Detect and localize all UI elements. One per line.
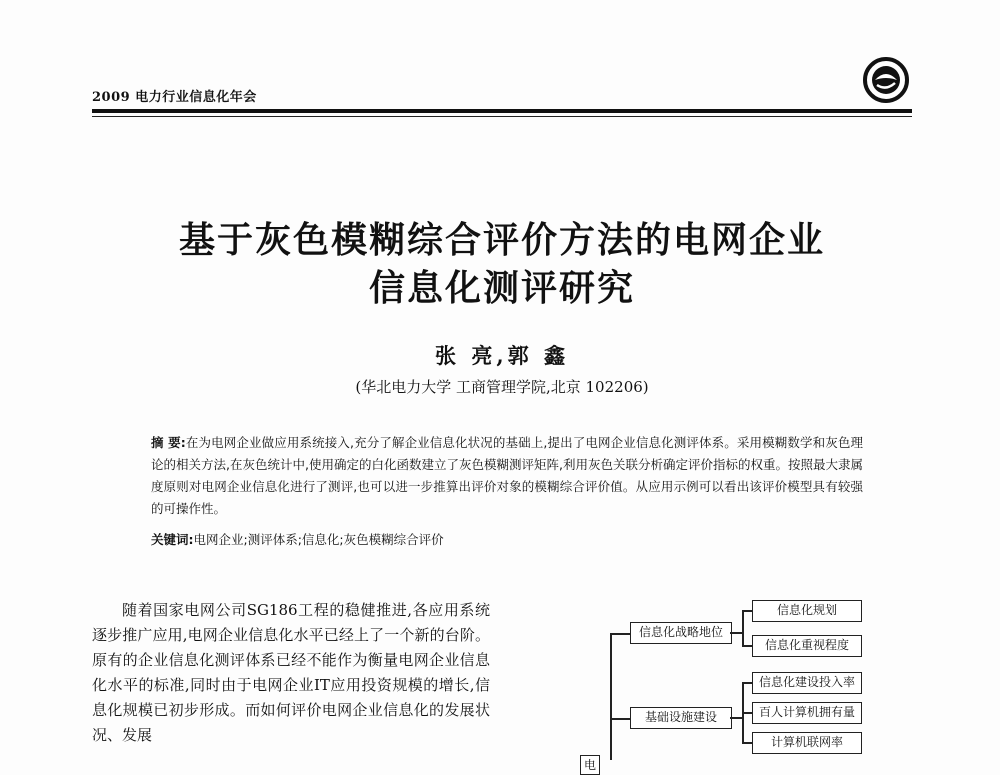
header-rule-thin — [92, 116, 912, 117]
conference-logo — [862, 56, 910, 104]
paper-title-line-1: 基于灰色模糊综合评价方法的电网企业 — [178, 219, 825, 261]
group-box-strategy: 信息化战略地位 — [630, 622, 732, 644]
leaf-box: 信息化规划 — [752, 600, 862, 622]
paper-title-line-2: 信息化测评研究 — [368, 267, 635, 309]
authors: 张 亮,郭 鑫 — [435, 343, 569, 368]
root-box: 电 — [580, 755, 600, 775]
conference-header: 2009 电力行业信息化年会 — [92, 90, 257, 105]
body-text — [92, 598, 490, 748]
leaf-box: 百人计算机拥有量 — [752, 702, 862, 724]
trunk-line — [610, 635, 612, 760]
abstract — [151, 432, 863, 520]
keywords-label: 关键词: — [151, 532, 194, 547]
header-rule-thick — [92, 109, 912, 113]
leaf-box: 信息化建设投入率 — [752, 672, 862, 694]
leaf-box: 计算机联网率 — [752, 732, 862, 754]
affiliation: (华北电力大学 工商管理学院,北京 102206) — [355, 378, 649, 396]
keywords — [151, 530, 863, 548]
index-hierarchy-diagram — [560, 585, 1000, 772]
group-box-infrastructure: 基础设施建设 — [630, 707, 732, 729]
keywords-text: 电网企业;测评体系;信息化;灰色模糊综合评价 — [193, 532, 444, 547]
abstract-label: 摘 要: — [151, 435, 186, 450]
abstract-text: 在为电网企业做应用系统接入,充分了解企业信息化状况的基础上,提出了电网企业信息化测评体系。采用模糊数学和灰色理论的相关方法,在灰色统计中,使用确定的白化函数建立了灰色模糊测评矩阵,利用灰色关联分析确定评价指标的权重。按照最大隶属度原则对电网企业信息化进行了测评,也可以进一步推算出评价对象的模糊综合评价值。从应用示例可以看出该评价模型具有较强的可操作性。 — [151, 435, 863, 516]
intro-paragraph: 随着国家电网公司SG186工程的稳健推进,各应用系统逐步推广应用,电网企业信息化水平已经上了一个新的台阶。原有的企业信息化测评体系已经不能作为衡量电网企业信息化水平的标准,同时由于电网企业IT应用投资规模的增长,信息化规模已初步形成。而如何评价电网企业信息化的发展状况、发展 — [92, 601, 490, 744]
leaf-box: 信息化重视程度 — [752, 635, 862, 657]
